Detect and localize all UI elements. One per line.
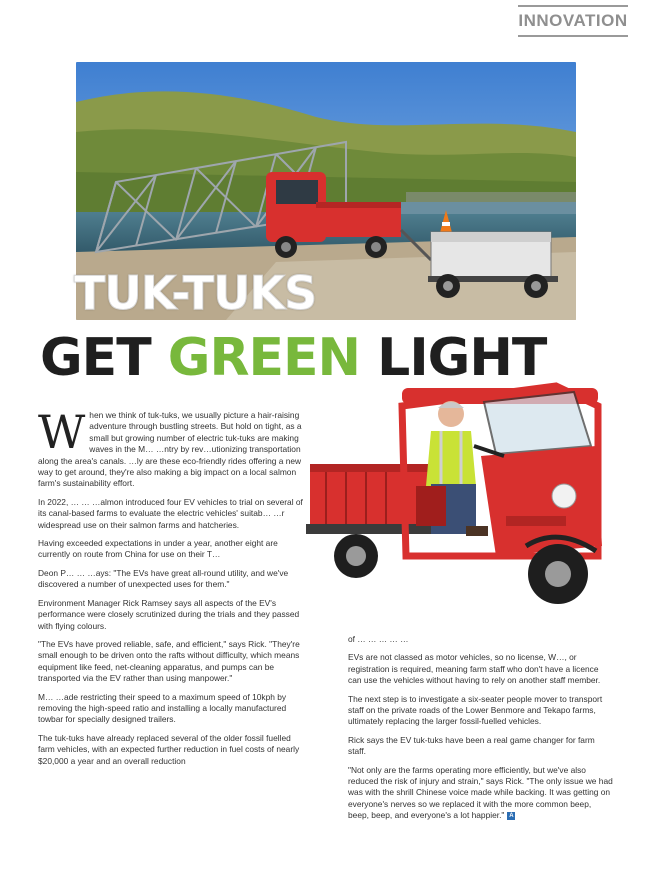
paragraph-8: The tuk-tuks have already replaced several of the older fossil fuelled farm vehicles, with an expected further reduction in fuel costs of nearly $20,000 a year and an overall reduction [38,732,300,766]
paragraph-1-text: hen we think of tuk-tuks, we usually picture a hair-raising adventure through bustling streets. But hold on tight, as a small but growing number of electric tuk-tuks are making waves in the M… …ntry by rev…utionizing transportation along the area's canals. …ly are these eco-friendly rides offering a new way to get around, they're also making a big impact on a local salmon farm's sustainability effort. [38,410,302,489]
right-paragraph-4: Rick says the EV tuk-tuks have been a real game changer for farm staff. [348,734,595,757]
paragraph-7: M… …ade restricting their speed to a maximum speed of 10kph by removing the high-speed ratio and installing a locally manufactured towbar for specially designed trailers. [38,691,287,725]
paragraph-4: Deon P… … …ays: "The EVs have great all-round utility, and we've discovered a number of unexpected uses for them." [38,567,289,590]
end-mark-icon: A [509,813,514,820]
paragraph-6: "The EVs have proved reliable, safe, and efficient," says Rick. "They're small enough to be driven onto the rafts without difficulty, which means equipment like feed, net-cleaning apparatus, and pumps can be transported via the EV rather than using manpower." [38,638,300,684]
headline-line-1: TUK-TUKS [74,266,317,320]
article-right-column [348,634,614,829]
article-left-column [38,405,306,774]
paragraph-1 [38,405,306,490]
paragraph-2: In 2022, … … …almon introduced four EV vehicles to trial on several of its canal-based farms to evaluate the electric vehicles' suitab… …r widespread use on their salmon farms and hatcheries. [38,496,303,530]
drop-cap: W [38,405,86,459]
right-paragraph-3: The next step is to investigate a six-seater people mover to transport staff on the private roads of the Lower Benmore and Tekapo farms, ultimately replacing the larger fossil-fuelled vehicles. [348,693,603,727]
headline-get: GET [40,328,168,388]
headline-light: LIGHT [360,328,547,388]
section-tag: INNOVATION [518,5,628,37]
right-paragraph-1: of … … … … … [348,634,409,644]
right-paragraph-2: EVs are not classed as motor vehicles, so no license, W…, or registration is required, meaning farm staff who don't have a licence can use the vehicles without having to rely on another staff member. [348,652,601,686]
right-paragraph-5 [348,765,614,822]
paragraph-3: Having exceeded expectations in under a year, another eight are currently on route from China for use on their T… [38,538,278,560]
paragraph-5: Environment Manager Rick Ramsey says all aspects of the EV's performance were closely scrutinized during the trials and they passed with flying colours. [38,597,300,631]
right-paragraph-5-text: "Not only are the farms operating more efficiently, but we've also reduced the risk of injury and strain," says Rick. "The only issue we had was with the shrill Chinese voice made while backing. It was getting on everyone's nerves so we replaced it with the more common beep, beep, beep, and everyone's a lot happier." [348,764,613,821]
tuk-tuk-photo [306,376,606,616]
headline-green-word: GREEN [167,328,361,388]
